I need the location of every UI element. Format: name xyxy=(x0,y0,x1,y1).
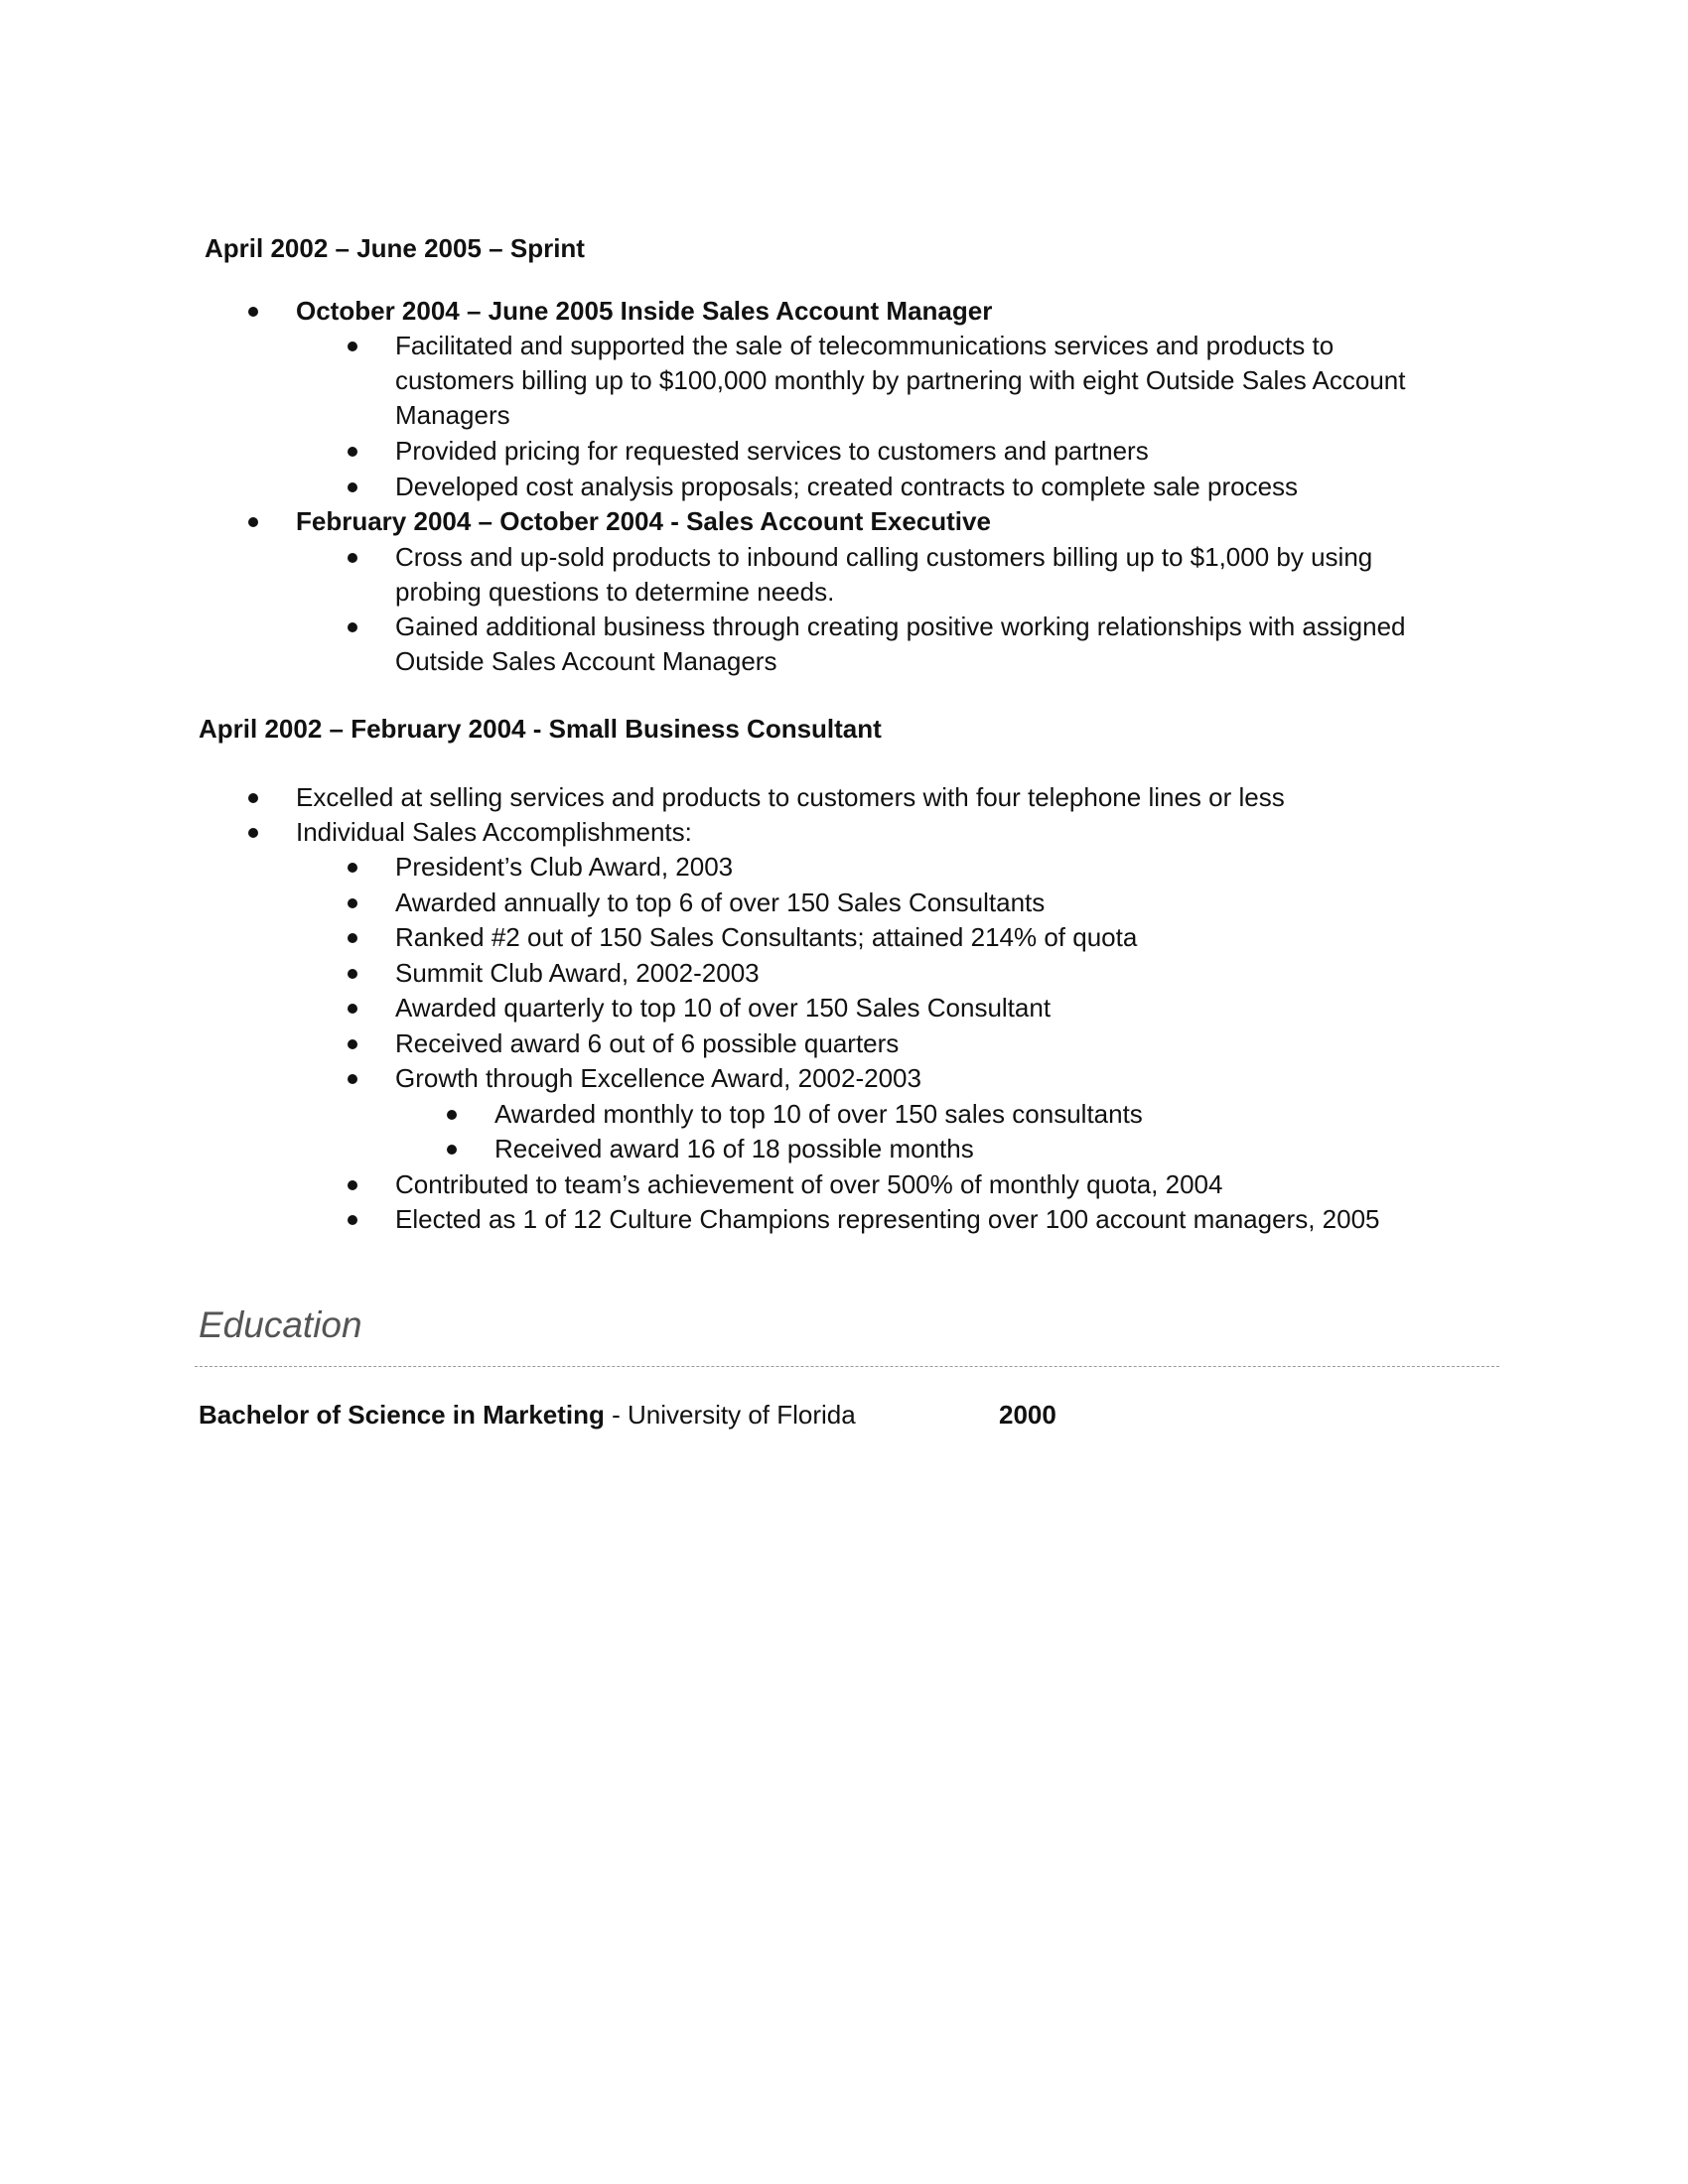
accomplishment-8: Contributed to team’s achievement of over 500% of monthly quota, 2004 xyxy=(395,1169,1223,1199)
bullet-icon xyxy=(348,1004,357,1014)
role1-item1-line3: Managers xyxy=(395,400,510,430)
role1-item3: Developed cost analysis proposals; created contracts to complete sale process xyxy=(395,472,1299,501)
accomplishment-4: Summit Club Award, 2002-2003 xyxy=(395,958,760,988)
consultant-heading-dates: April 2002 – February 2004 - xyxy=(199,714,549,744)
education-title: Education xyxy=(199,1304,362,1345)
bullet-icon xyxy=(248,793,258,803)
bullet-icon xyxy=(348,1074,357,1084)
role-title-inside-sales: October 2004 – June 2005 Inside Sales Account Manager xyxy=(296,296,993,326)
role1-item1-line2: customers billing up to $100,000 monthly by partnering with eight Outside Sales Account xyxy=(395,365,1406,395)
consultant-item2: Individual Sales Accomplishments: xyxy=(296,817,692,847)
bullet-icon xyxy=(348,482,357,492)
role2-item1-line2: probing questions to determine needs. xyxy=(395,577,835,607)
education-degree: Bachelor of Science in Marketing xyxy=(199,1400,605,1430)
role1-item1-line1: Facilitated and supported the sale of telecommunications services and products to xyxy=(395,331,1335,360)
accomplishment-3: Ranked #2 out of 150 Sales Consultants; attained 214% of quota xyxy=(395,922,1138,952)
bullet-icon xyxy=(447,1145,457,1155)
bullet-icon xyxy=(348,1215,357,1225)
bullet-icon xyxy=(248,517,258,527)
education-school: - University of Florida xyxy=(604,1400,856,1430)
bullet-icon xyxy=(248,307,258,317)
section-divider xyxy=(195,1366,1499,1367)
accomplishment-9: Elected as 1 of 12 Culture Champions representing over 100 account managers, 2005 xyxy=(395,1204,1380,1234)
consultant-item1: Excelled at selling services and products to customers with four telephone lines or less xyxy=(296,782,1285,812)
bullet-icon xyxy=(348,341,357,351)
bullet-icon xyxy=(348,1039,357,1049)
growth-detail-1: Awarded monthly to top 10 of over 150 sales consultants xyxy=(494,1099,1143,1129)
bullet-icon xyxy=(348,898,357,908)
growth-detail-2: Received award 16 of 18 possible months xyxy=(494,1134,974,1163)
bullet-icon xyxy=(348,969,357,979)
bullet-icon xyxy=(248,828,258,838)
consultant-heading xyxy=(199,712,882,747)
accomplishment-2: Awarded annually to top 6 of over 150 Sales Consultants xyxy=(395,887,1046,917)
role2-item2-line1: Gained additional business through creating positive working relationships with assigned xyxy=(395,612,1406,641)
accomplishment-7: Growth through Excellence Award, 2002-2003 xyxy=(395,1063,921,1093)
education-year: 2000 xyxy=(999,1400,1056,1430)
role-title-sales-exec: February 2004 – October 2004 - Sales Account Executive xyxy=(296,506,991,536)
role2-item1-line1: Cross and up-sold products to inbound calling customers billing up to $1,000 by using xyxy=(395,542,1373,572)
bullet-icon xyxy=(348,933,357,943)
accomplishment-6: Received award 6 out of 6 possible quarters xyxy=(395,1028,900,1058)
accomplishment-5: Awarded quarterly to top 10 of over 150 Sales Consultant xyxy=(395,993,1052,1023)
bullet-icon xyxy=(348,1180,357,1190)
bullet-icon xyxy=(348,553,357,563)
sprint-heading: April 2002 – June 2005 – Sprint xyxy=(205,233,585,263)
role2-item2-line2: Outside Sales Account Managers xyxy=(395,646,777,676)
consultant-heading-title: Small Business Consultant xyxy=(548,714,882,744)
bullet-icon xyxy=(348,447,357,457)
role1-item2: Provided pricing for requested services to customers and partners xyxy=(395,436,1149,466)
bullet-icon xyxy=(348,622,357,632)
bullet-icon xyxy=(447,1110,457,1120)
bullet-icon xyxy=(348,863,357,873)
accomplishment-1: President’s Club Award, 2003 xyxy=(395,852,734,882)
education-entry xyxy=(199,1398,856,1433)
